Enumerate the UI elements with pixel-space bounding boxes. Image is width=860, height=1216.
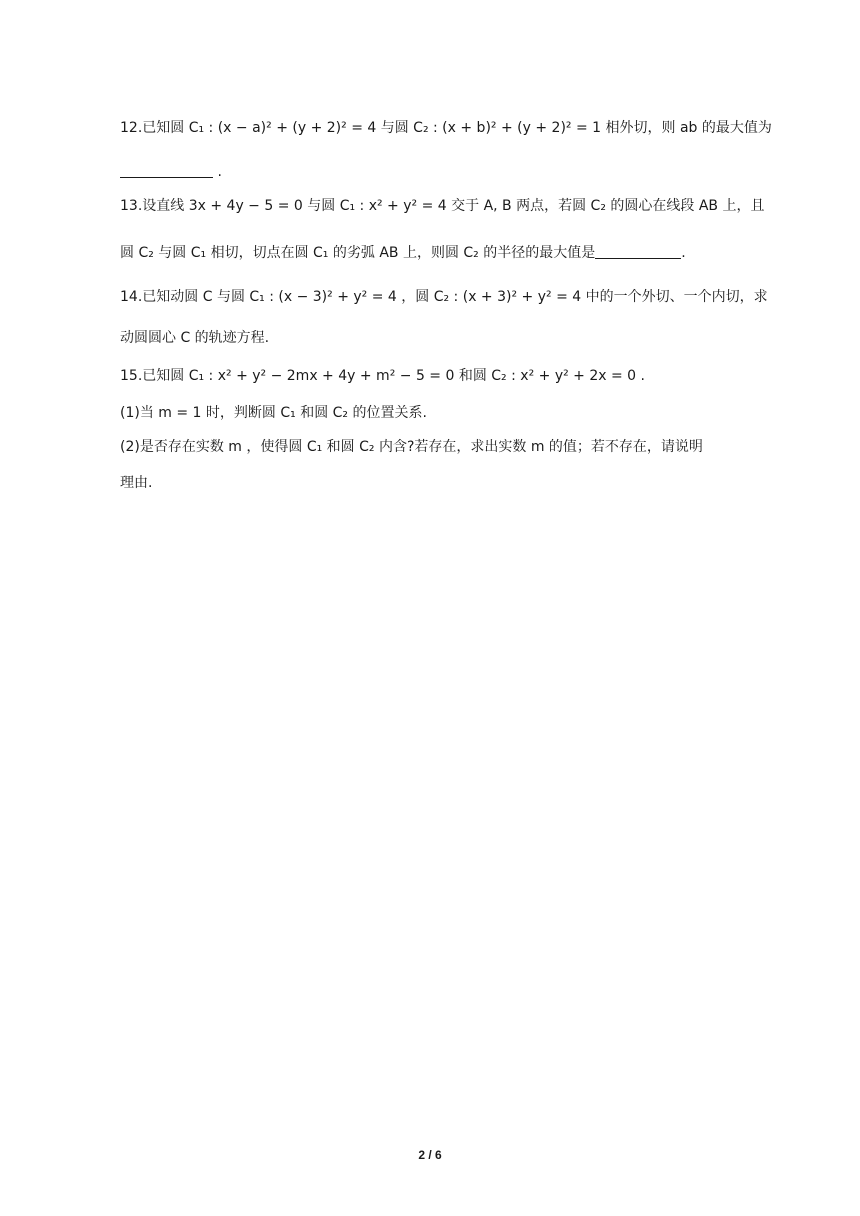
q12-period: . [217, 164, 222, 180]
q14-line1 [120, 287, 768, 307]
q12-line2 [120, 162, 222, 182]
q15-part2-text-2: 理由. [120, 475, 153, 491]
q13-answer-blank [595, 244, 681, 259]
q15-text: 15.已知圆 C₁ : x² + y² − 2mx + 4y + m² − 5 = 0 和圆 C₂ : x² + y² + 2x = 0 . [120, 368, 645, 384]
q15-part2-line1 [120, 437, 703, 457]
q12-answer-blank [120, 163, 213, 178]
page-number: 2 / 6 [418, 1148, 442, 1162]
q14-line2 [120, 328, 269, 348]
q14-text-2: 动圆圆心 C 的轨迹方程. [120, 330, 270, 346]
q12-text: 12.已知圆 C₁ : (x − a)² + (y + 2)² = 4 与圆 C₂ : (x + b)² + (y + 2)² = 1 相外切，则 ab 的最大值为 [120, 120, 772, 136]
q13-line1 [120, 196, 764, 216]
q13-period: . [681, 245, 686, 261]
q13-text-2: 圆 C₂ 与圆 C₁ 相切，切点在圆 C₁ 的劣弧 AB 上，则圆 C₂ 的半径的最大值是 [120, 245, 596, 261]
q15-part1-text: (1)当 m = 1 时，判断圆 C₁ 和圆 C₂ 的位置关系. [120, 405, 427, 421]
q14-text: 14.已知动圆 C 与圆 C₁ : (x − 3)² + y² = 4 ，圆 C₂ : (x + 3)² + y² = 4 中的一个外切、一个内切，求 [120, 289, 768, 305]
q15-part2-text: (2)是否存在实数 m ，使得圆 C₁ 和圆 C₂ 内含?若存在，求出实数 m 的值；若不存在，请说明 [120, 439, 703, 455]
q15-part2-line2 [120, 473, 152, 493]
q13-line2 [120, 243, 686, 263]
q12-line1 [120, 118, 772, 138]
q15-part1 [120, 403, 427, 423]
q13-text: 13.设直线 3x + 4y − 5 = 0 与圆 C₁ : x² + y² = 4 交于 A, B 两点，若圆 C₂ 的圆心在线段 AB 上，且 [120, 198, 765, 214]
q15-line1 [120, 366, 645, 386]
